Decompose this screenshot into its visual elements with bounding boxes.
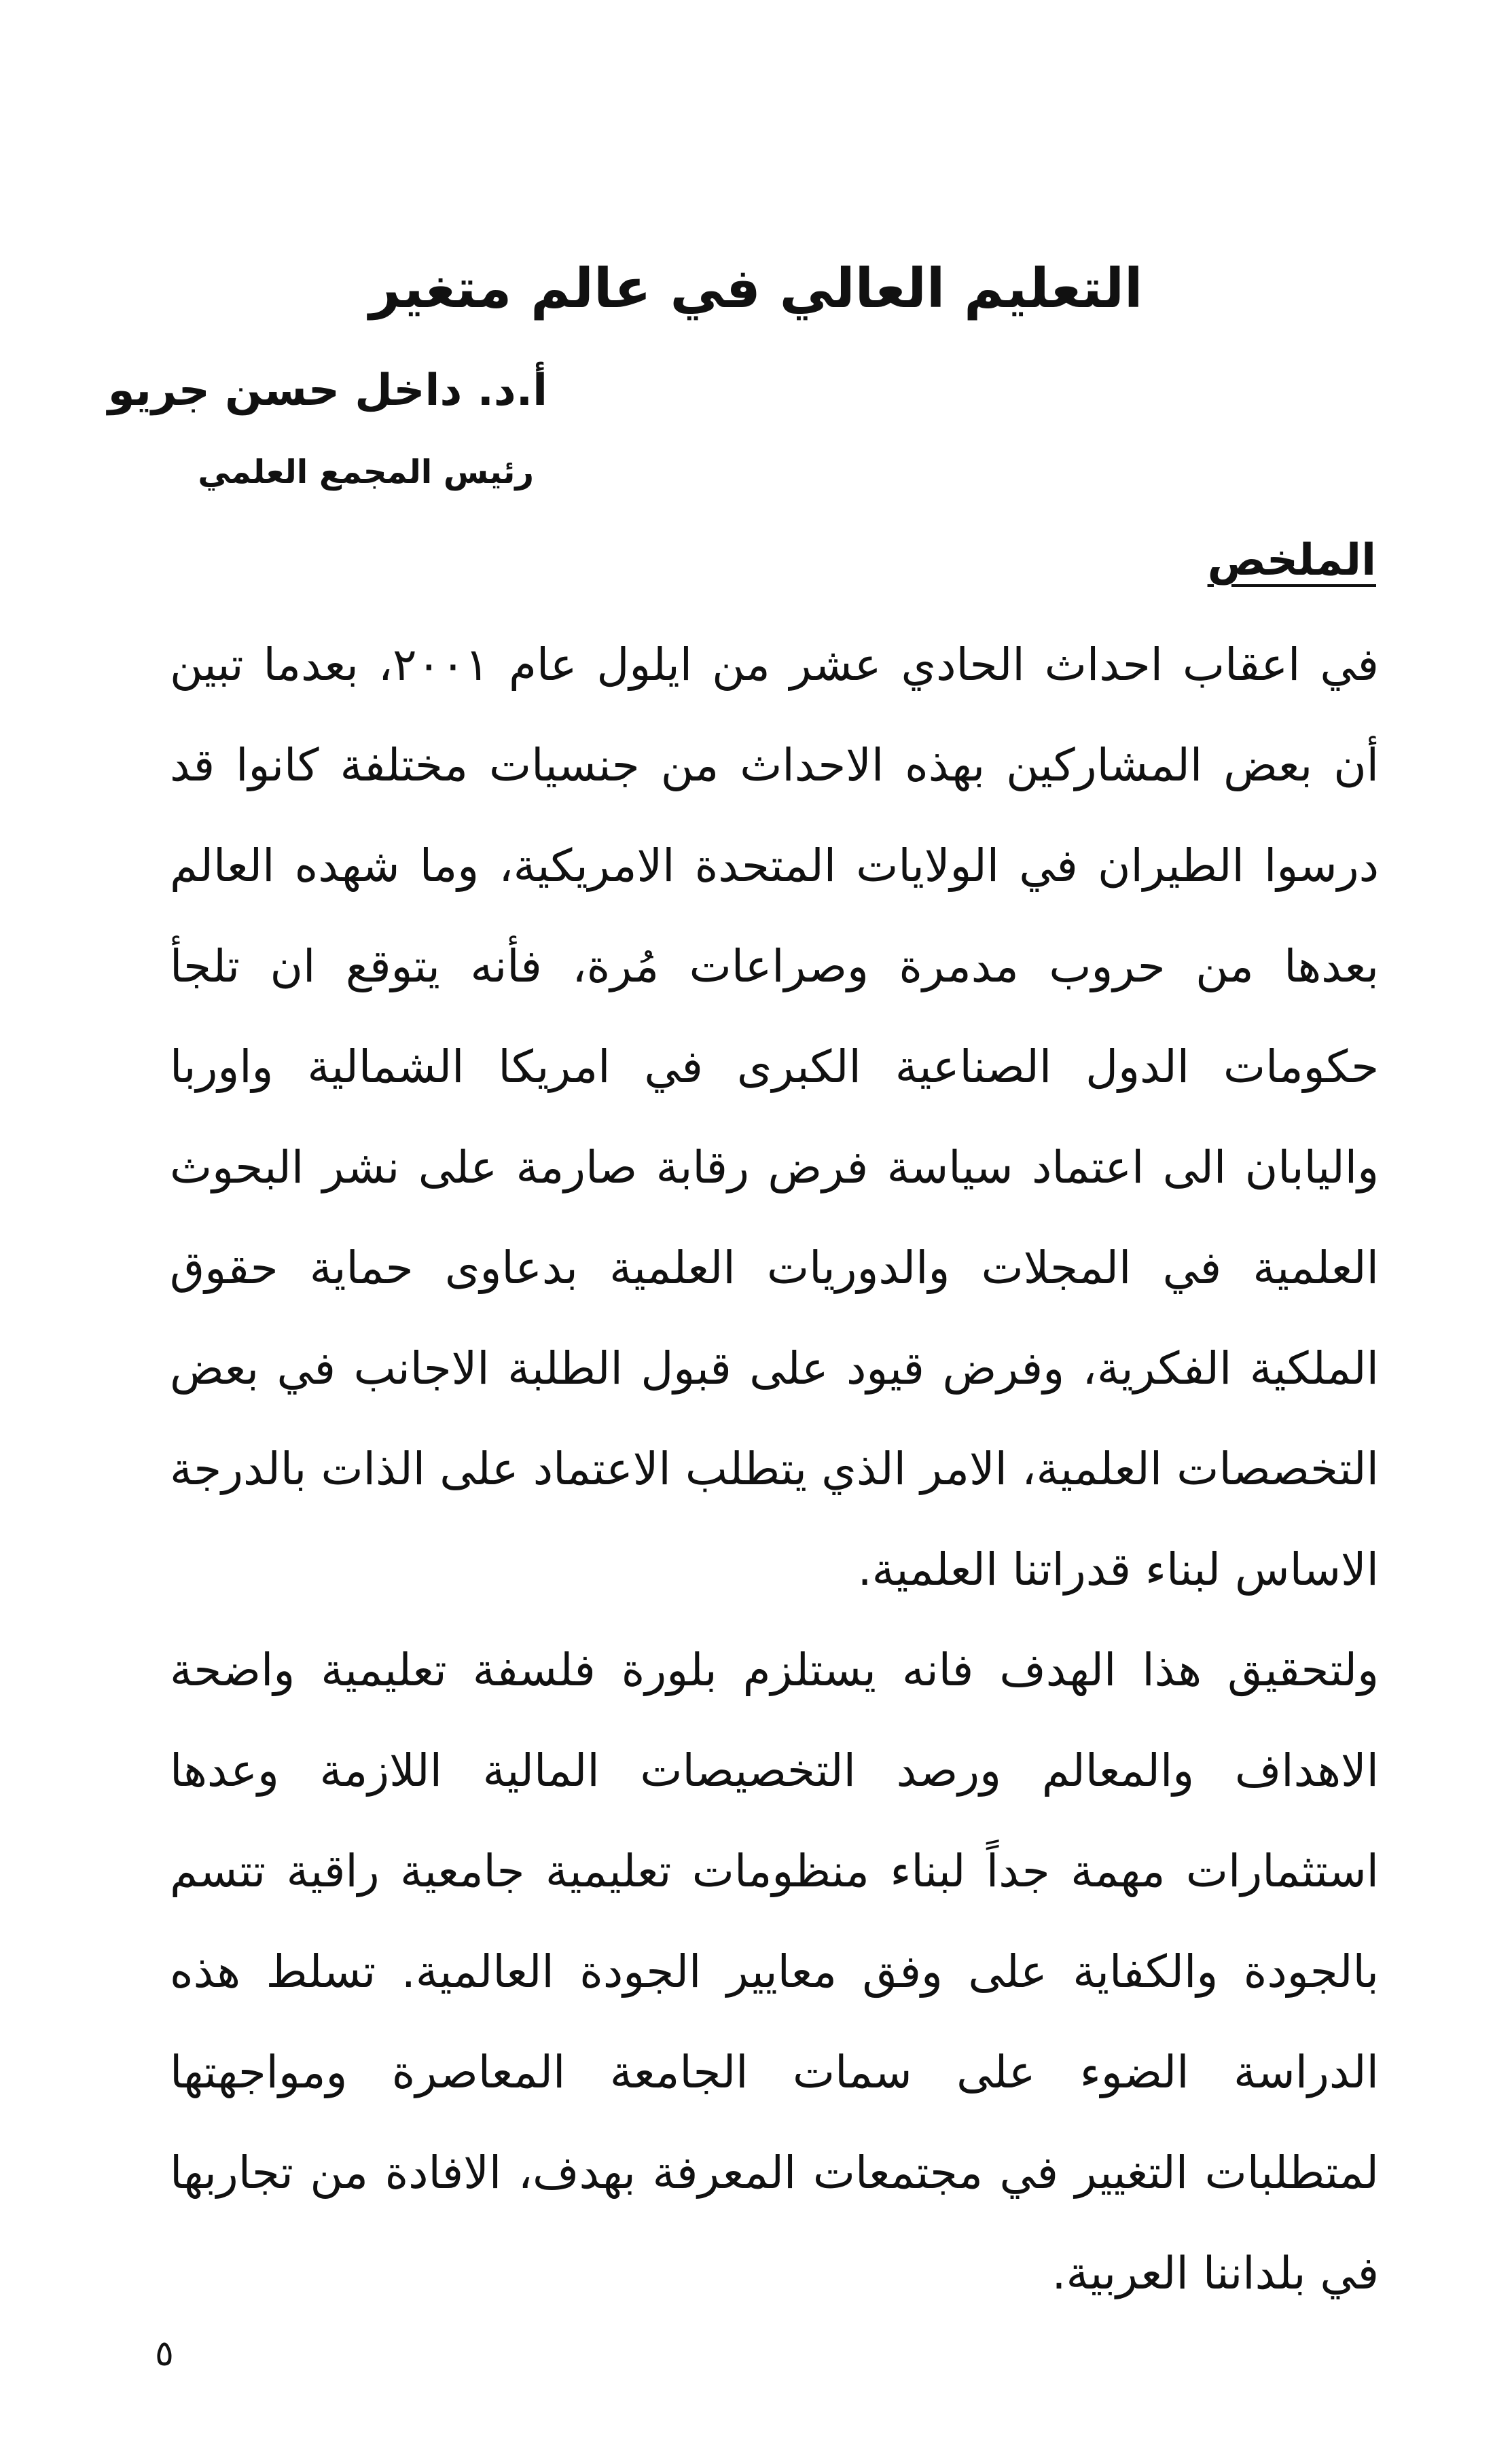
- abstract-body: [170, 615, 1379, 2324]
- page-number: ٥: [155, 2333, 174, 2374]
- abstract-heading: الملخص: [1207, 535, 1376, 586]
- abstract-paragraph-1: في اعقاب احداث الحادي عشر من ايلول عام ٢٠٠١، بعدما تبين أن بعض المشاركين بهذه الاحداث من جنسيات مختلفة كانوا قد درسوا الطيران في الولايات المتحدة الامريكية، وما شهده العالم بعدها من حروب مدمرة وصراعات مُرة، فأنه يتوقع ان تلجأ حكومات الدول الصناعية الكبرى في امريكا الشمالية واوربا واليابان الى اعتماد سياسة فرض رقابة صارمة على نشر البحوث العلمية في المجلات والدوريات العلمية بدعاوى حماية حقوق الملكية الفكرية، وفرض قيود على قبول الطلبة الاجانب في بعض التخصصات العلمية، الامر الذي يتطلب الاعتماد على الذات بالدرجة الاساس لبناء قدراتنا العلمية.: [170, 639, 1379, 1596]
- author-name: أ.د. داخل حسن جريو: [107, 365, 547, 416]
- author-affiliation: رئيس المجمع العلمي: [198, 453, 534, 491]
- document-title: التعليم العالي في عالم متغير: [369, 257, 1143, 320]
- abstract-paragraph-2: ولتحقيق هذا الهدف فانه يستلزم بلورة فلسفة تعليمية واضحة الاهداف والمعالم ورصد التخصيصات المالية اللازمة وعدها استثمارات مهمة جداً لبناء منظومات تعليمية جامعية راقية تتسم بالجودة والكفاية على وفق معايير الجودة العالمية. تسلط هذه الدراسة الضوء على سمات الجامعة المعاصرة ومواجهتها لمتطلبات التغيير في مجتمعات المعرفة بهدف، الافادة من تجاربها في بلداننا العربية.: [170, 1644, 1379, 2299]
